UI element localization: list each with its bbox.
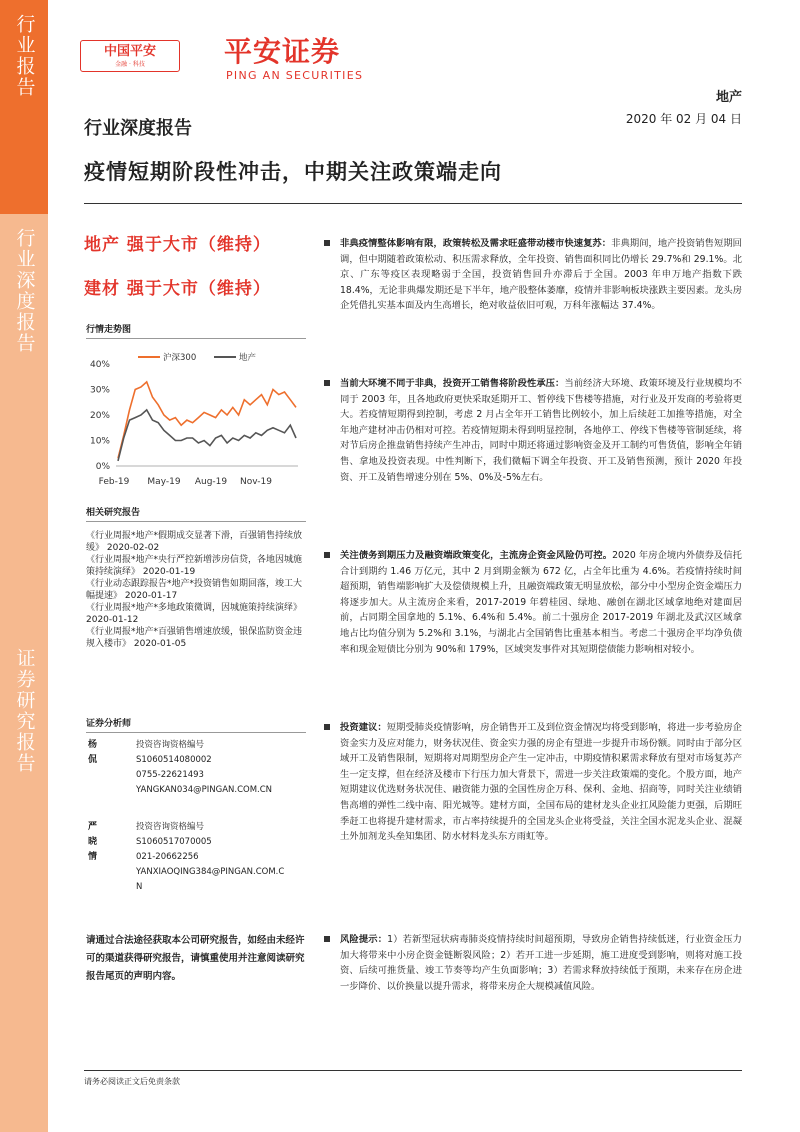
- related-reports-divider: [86, 521, 306, 522]
- related-report-item[interactable]: 《行业周报*地产*百强销售增速放缓，银保监防资金违规入楼市》 2020-01-05: [86, 627, 303, 649]
- x-tick-label: Aug-19: [194, 477, 228, 487]
- rating-real-estate: 地产 强于大市（维持）: [84, 235, 271, 255]
- y-tick-label: 0%: [95, 462, 110, 472]
- bullet-current-environment: [324, 376, 742, 485]
- bullet-sars-impact: [324, 236, 742, 314]
- analyst-cert-number: S1060517070005: [136, 837, 212, 847]
- bullet-text: 1）若新型冠状病毒肺炎疫情持续时间超预期，导致房企销售持续低迷，行业资金压力加大将带来中小房企资金链断裂风险；2）若开工进一步延期，施工进度受到影响，则将对施工投资、后续可推货量、竣工节奏等均产生负面影响；3）若需求释放持续低于预期，未来存在房企进一步降价、以价换量以提升需求，将带来房企大规模减值风险。: [340, 934, 742, 992]
- chart-legend: [138, 352, 257, 363]
- bullet-square-icon: [324, 240, 330, 246]
- analyst-phone: 021-20662256: [136, 852, 199, 862]
- analyst-name: 杨侃: [88, 740, 98, 765]
- page-title: 疫情短期阶段性冲击，中期关注政策端走向: [84, 160, 502, 184]
- x-tick-label: May-19: [147, 477, 181, 487]
- bullet-square-icon: [324, 724, 330, 730]
- related-report-item[interactable]: 《行业动态跟踪报告*地产*投资销售如期回落，竣工大幅提速》 2020-01-17: [86, 579, 303, 601]
- y-tick-label: 20%: [89, 411, 110, 421]
- ping-an-logo: [80, 40, 180, 72]
- footer-divider: [84, 1070, 742, 1071]
- footer-disclaimer: 请务必阅读正文后免责条款: [84, 1077, 180, 1086]
- logo-subtext: 金融 · 科技: [115, 61, 145, 68]
- x-tick-label: Feb-19: [98, 477, 130, 487]
- bullet-text: 当前经济大环境、政策环境及行业规模均不同于 2003 年，且各地政府更快采取延期开工、暂停线下售楼等措施，对行业及开发商的考验将更大。若疫情短期得到控制，考虑 2 月占全年开工销售比例较小，加上后续赶工加推等措施，对全年地产建材冲击仍相对可控。若疫情短期未得到明显控制，各地停工、停线下售楼等管制延续，将对节后房企推盘销售持续产生冲击，同时中期还将通过影响资金及开工制约可售货值，影响全年销售、拿地及投资表现。中性判断下，我们微幅下调全年投资、开工及销售预测，预计 2020 年投资、开工及销售增速分别在 5%、0%及-5%左右。: [340, 378, 742, 483]
- bullet-heading: 非典疫情整体影响有限，政策转松及需求旺盛带动楼市快速复苏：: [340, 238, 612, 249]
- chart-title-divider: [86, 338, 306, 339]
- analyst-email[interactable]: YANGKAN034@PINGAN.COM.CN: [136, 785, 273, 795]
- y-tick-label: 10%: [89, 436, 110, 447]
- bullet-heading: 风险提示：: [340, 934, 388, 945]
- related-report-item[interactable]: 《行业周报*地产*假期成交显著下滑，百强销售持续放缓》 2020-02-02: [86, 531, 303, 553]
- analyst-cert-label: 投资咨询资格编号: [136, 740, 205, 750]
- rating-building-materials: 建材 强于大市（维持）: [84, 279, 271, 299]
- sidebar-label-industry-report: 行业报告: [0, 0, 48, 214]
- sidebar-label-securities-research: 证券研究报告: [0, 634, 48, 1132]
- brand-name: 平安证券: [224, 35, 341, 68]
- title-divider: [84, 203, 742, 204]
- brand-name-en: PING AN SECURITIES: [226, 69, 364, 82]
- related-report-item[interactable]: 《行业周报*地产*央行严控新增涉房信贷，各地因城施策持续演绎》 2020-01-19: [86, 555, 303, 577]
- bullet-square-icon: [324, 552, 330, 558]
- price-trend-chart: [86, 344, 306, 494]
- analyst-cert-label: 投资咨询资格编号: [136, 822, 205, 832]
- report-date: 2020 年 02 月 04 日: [625, 112, 742, 126]
- sidebar-label-deep-report: 行业深度报告: [0, 214, 48, 634]
- bullet-risk-warning: [324, 932, 742, 994]
- analysts-heading: 证券分析师: [86, 719, 132, 729]
- related-reports-list: [86, 530, 308, 650]
- series-line-real-estate: [118, 410, 296, 461]
- legal-notice: 请通过合法途径获取本公司研究报告，如经由未经许可的渠道获得研究报告，请慎重使用并注意阅读研究报告尾页的声明内容。: [86, 935, 305, 982]
- legend-label-real-estate: 地产: [239, 353, 257, 363]
- chart-title: 行情走势图: [86, 325, 132, 335]
- bullet-square-icon: [324, 936, 330, 942]
- analyst-email[interactable]: YANXIAOQING384@PINGAN.COM.CN: [136, 867, 285, 892]
- y-tick-label: 40%: [89, 360, 110, 370]
- related-reports-heading: 相关研究报告: [86, 508, 141, 518]
- bullet-heading: 当前大环境不同于非典，投资开工销售将阶段性承压：: [340, 378, 565, 389]
- logo-text: 中国平安: [103, 44, 156, 59]
- y-tick-label: 30%: [89, 385, 110, 396]
- bullet-text: 2020 年房企境内外债券及信托合计到期约 1.46 万亿元，其中 2 月到期金额为 672 亿，占全年比重为 4.6%。若疫情持续时间超预期，销售端影响扩大及偿债规模上升，且融资端政策无明显放松，部分中小型房企资金端压力将逐步加大。从主流房企来看，2017-2019 年碧桂园、绿地、融创在湖北区域拿地绝对建面居前，占同期全国拿地的 5.1%、6.4%和 5.4%。前二十强房企 2017-2019 年湖北及武汉区域拿地占比均值分别为 5.2%和 3.1%，与湖北占全国销售比重基本相当。考虑二十强房企平均净负债率和现金短债比分别为 90%和 179%，区域突发事件对其短期偿债能力影响相对较小。: [340, 550, 742, 655]
- bullet-investment-advice: [324, 720, 742, 845]
- bullet-text: 短期受肺炎疫情影响，房企销售开工及到位资金情况均将受到影响，将进一步考验房企资金实力及应对能力，财务状况佳、资金实力强的房企有望进一步提升市场份额。同时由于部分区域开工及销售限制，短期将对周期型房企产生一定冲击，中期疫情积累需求释放有望对市场复苏产生一定支撑，但在经济及楼市下行压力加大背景下，需进一步关注政策端的变化。个股方面，地产短期建议优选财务状况佳、融资能力强的全国性房企万科、保利、金地、招商等，同时关注业绩销售高增的弹性二线中南、阳光城等。建材方面，全国布局的建材龙头企业扛风险能力更强，后期旺季赶工也将提升建材需求，市占率持续提升的全国龙头企业将受益，关注全国水泥龙头企业、混凝土外加剂龙头垒知集团、防水材料龙头东方雨虹等。: [340, 722, 742, 843]
- x-tick-label: Nov-19: [239, 477, 273, 487]
- related-report-item[interactable]: 《行业周报*地产*多地政策微调，因城施策持续演绎》 2020-01-12: [86, 603, 303, 625]
- analyst-phone: 0755-22621493: [136, 770, 204, 780]
- report-type: 行业深度报告: [84, 118, 192, 139]
- analyst-cert-number: S1060514080002: [136, 755, 212, 765]
- analyst-name: 严晓情: [88, 822, 98, 862]
- sector-label: 地产: [715, 90, 742, 105]
- bullet-text: 非典期间，地产投资销售短期回调，但中期随着政策松动、积压需求释放，全年投资、销售面积同比仍增长 29.7%和 29.1%。北京、广东等疫区表现略弱于全国，投资销售回升亦滞后于全国。2003 年申万地产指数下跌 18.4%，无论非典爆发期还是下半年，地产股整体萎靡，疫情并非影响板块涨跌主要因素。龙头房企凭借扎实基本面及内生高增长，绝对收益依旧可观，万科年涨幅达 37.4%。: [340, 238, 742, 312]
- legend-label-hs300: 沪深300: [163, 353, 197, 363]
- bullet-heading: 投资建议：: [340, 722, 387, 733]
- series-line-hs300: [118, 382, 296, 458]
- bullet-debt-pressure: [324, 548, 742, 657]
- analysts-divider: [86, 732, 306, 733]
- bullet-square-icon: [324, 380, 330, 386]
- bullet-heading: 关注债务到期压力及融资端政策变化，主流房企资金风险仍可控。: [340, 550, 613, 561]
